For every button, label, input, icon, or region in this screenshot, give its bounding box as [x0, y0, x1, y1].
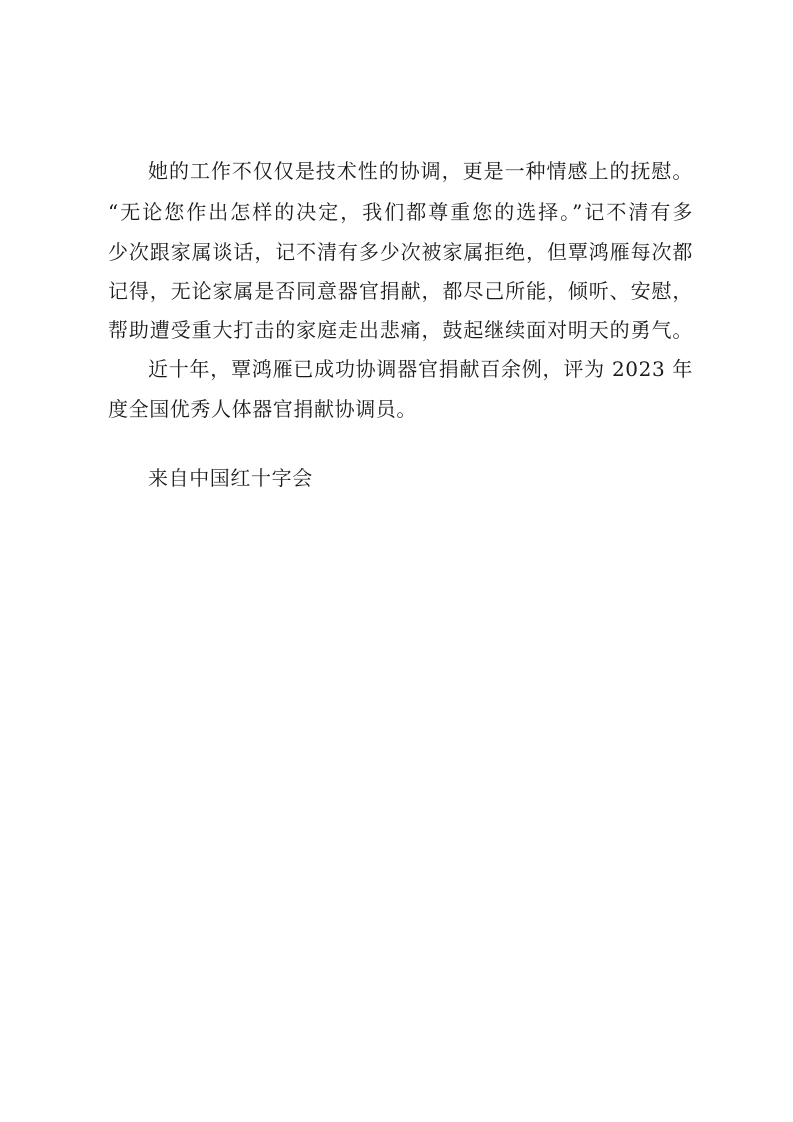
paragraph-line: 近十年，覃鸿雁已成功协调器官捐献百余例，评为 2023 年	[148, 357, 693, 381]
paragraph-line: 记得，无论家属是否同意器官捐献，都尽己所能，倾听、安慰，	[108, 279, 693, 303]
source-attribution: 来自中国红十字会	[148, 466, 313, 490]
paragraph-line: 度全国优秀人体器官捐献协调员。	[108, 397, 417, 421]
paragraph-line: 少次跟家属谈话，记不清有多少次被家属拒绝，但覃鸿雁每次都	[108, 240, 693, 264]
paragraph-line: “无论您作出怎样的决定，我们都尊重您的选择。”记不清有多	[108, 200, 693, 224]
paragraph-line: 她的工作不仅仅是技术性的协调，更是一种情感上的抚慰。	[148, 159, 693, 183]
paragraph-line: 帮助遭受重大打击的家庭走出悲痛，鼓起继续面对明天的勇气。	[108, 318, 693, 342]
